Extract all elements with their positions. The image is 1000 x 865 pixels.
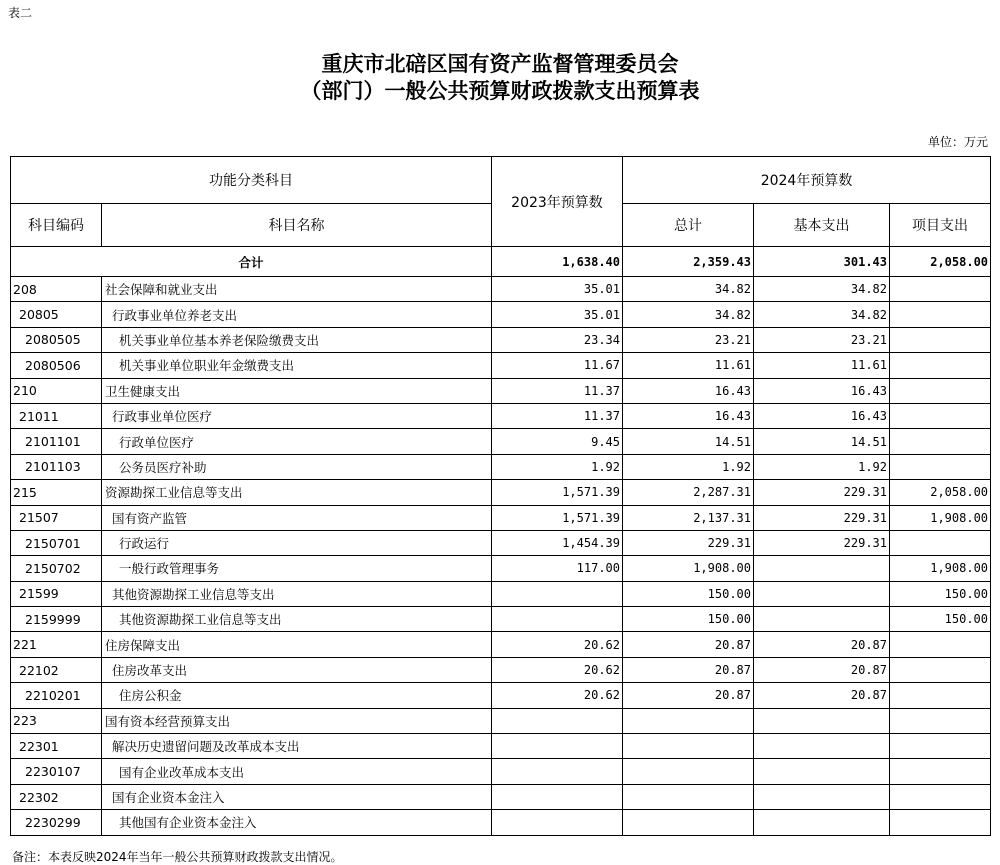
- total-2023: 1,638.40: [492, 247, 623, 277]
- row-budget-2023: 11.37: [492, 403, 623, 428]
- row-budget-2024-total: 23.21: [623, 327, 754, 352]
- row-budget-2024-total: [623, 810, 754, 835]
- row-budget-2024-project: [890, 657, 991, 682]
- row-budget-2023: [492, 810, 623, 835]
- row-budget-2024-basic: [754, 784, 890, 809]
- row-budget-2024-total: 11.61: [623, 353, 754, 378]
- row-budget-2024-project: [890, 353, 991, 378]
- table-row: [11, 302, 991, 327]
- row-name: 国有企业改革成本支出: [102, 759, 492, 784]
- row-budget-2024-basic: 20.87: [754, 683, 890, 708]
- table-row: [11, 530, 991, 555]
- row-budget-2024-project: [890, 784, 991, 809]
- row-budget-2024-total: 1,908.00: [623, 556, 754, 581]
- table-row: [11, 403, 991, 428]
- row-code: 22302: [11, 784, 102, 809]
- row-budget-2024-total: 2,137.31: [623, 505, 754, 530]
- row-code: 210: [11, 378, 102, 403]
- total-2024-total: 2,359.43: [623, 247, 754, 277]
- row-budget-2024-basic: 20.87: [754, 632, 890, 657]
- row-budget-2024-basic: 34.82: [754, 277, 890, 302]
- row-name: 住房公积金: [102, 683, 492, 708]
- row-budget-2023: [492, 607, 623, 632]
- table-number-label: 表二: [8, 6, 33, 20]
- row-budget-2024-basic: 14.51: [754, 429, 890, 454]
- table-row: [11, 454, 991, 479]
- row-budget-2024-basic: [754, 734, 890, 759]
- table-row: [11, 327, 991, 352]
- row-budget-2024-project: [890, 403, 991, 428]
- table-row: [11, 657, 991, 682]
- row-code: 215: [11, 480, 102, 505]
- row-code: 2080506: [11, 353, 102, 378]
- row-code: 2150702: [11, 556, 102, 581]
- row-name: 行政运行: [102, 530, 492, 555]
- row-code: 21599: [11, 581, 102, 606]
- row-code: 20805: [11, 302, 102, 327]
- row-budget-2023: 35.01: [492, 277, 623, 302]
- row-budget-2023: 1.92: [492, 454, 623, 479]
- header-budget-2024: 2024年预算数: [623, 157, 991, 204]
- row-budget-2024-basic: [754, 556, 890, 581]
- row-budget-2024-basic: 229.31: [754, 530, 890, 555]
- row-budget-2024-project: [890, 632, 991, 657]
- table-row: [11, 556, 991, 581]
- row-budget-2023: 11.67: [492, 353, 623, 378]
- row-budget-2024-project: 1,908.00: [890, 556, 991, 581]
- row-budget-2024-total: 150.00: [623, 607, 754, 632]
- row-budget-2023: 1,454.39: [492, 530, 623, 555]
- table-row: [11, 607, 991, 632]
- row-code: 22102: [11, 657, 102, 682]
- row-budget-2024-total: 1.92: [623, 454, 754, 479]
- row-budget-2024-project: [890, 429, 991, 454]
- row-name: 国有资本经营预算支出: [102, 708, 492, 733]
- row-budget-2023: 1,571.39: [492, 505, 623, 530]
- row-name: 其他国有企业资本金注入: [102, 810, 492, 835]
- row-budget-2024-total: 14.51: [623, 429, 754, 454]
- table-row: [11, 759, 991, 784]
- row-budget-2024-basic: [754, 581, 890, 606]
- row-name: 住房改革支出: [102, 657, 492, 682]
- table-row: [11, 632, 991, 657]
- row-code: 2159999: [11, 607, 102, 632]
- row-budget-2023: 20.62: [492, 632, 623, 657]
- row-budget-2024-total: 20.87: [623, 683, 754, 708]
- table-row: [11, 734, 991, 759]
- row-budget-2024-total: 34.82: [623, 302, 754, 327]
- row-budget-2024-basic: 229.31: [754, 505, 890, 530]
- header-code: 科目编码: [11, 204, 102, 247]
- table-row: [11, 683, 991, 708]
- row-budget-2024-project: 150.00: [890, 581, 991, 606]
- row-budget-2023: 1,571.39: [492, 480, 623, 505]
- row-budget-2024-total: 2,287.31: [623, 480, 754, 505]
- row-name: 公务员医疗补助: [102, 454, 492, 479]
- row-name: 国有资产监管: [102, 505, 492, 530]
- row-code: 21011: [11, 403, 102, 428]
- header-name: 科目名称: [102, 204, 492, 247]
- row-code: 2080505: [11, 327, 102, 352]
- row-budget-2023: 11.37: [492, 378, 623, 403]
- row-name: 其他资源勘探工业信息等支出: [102, 581, 492, 606]
- row-budget-2024-total: [623, 734, 754, 759]
- row-name: 机关事业单位基本养老保险缴费支出: [102, 327, 492, 352]
- table-row: [11, 810, 991, 835]
- row-name: 行政事业单位医疗: [102, 403, 492, 428]
- row-budget-2024-project: [890, 277, 991, 302]
- row-code: 2230299: [11, 810, 102, 835]
- row-name: 其他资源勘探工业信息等支出: [102, 607, 492, 632]
- row-budget-2024-project: [890, 454, 991, 479]
- table-row: [11, 480, 991, 505]
- header-basic: 基本支出: [754, 204, 890, 247]
- row-budget-2023: [492, 759, 623, 784]
- row-name: 机关事业单位职业年金缴费支出: [102, 353, 492, 378]
- table-row: [11, 581, 991, 606]
- row-budget-2024-project: [890, 810, 991, 835]
- row-budget-2024-total: 20.87: [623, 632, 754, 657]
- row-budget-2024-project: [890, 759, 991, 784]
- page-title: 重庆市北碚区国有资产监督管理委员会: [321, 51, 679, 76]
- row-name: 解决历史遗留问题及改革成本支出: [102, 734, 492, 759]
- row-budget-2024-total: 34.82: [623, 277, 754, 302]
- row-budget-2024-project: [890, 530, 991, 555]
- row-code: 221: [11, 632, 102, 657]
- row-code: 2150701: [11, 530, 102, 555]
- header-budget-2023: 2023年预算数: [492, 157, 623, 247]
- row-name: 卫生健康支出: [102, 378, 492, 403]
- row-name: 国有企业资本金注入: [102, 784, 492, 809]
- row-code: 2210201: [11, 683, 102, 708]
- row-code: 2230107: [11, 759, 102, 784]
- row-code: 2101103: [11, 454, 102, 479]
- row-budget-2024-basic: 229.31: [754, 480, 890, 505]
- row-name: 社会保障和就业支出: [102, 277, 492, 302]
- row-budget-2024-project: [890, 378, 991, 403]
- row-budget-2024-total: 229.31: [623, 530, 754, 555]
- table-row: [11, 353, 991, 378]
- row-budget-2023: [492, 581, 623, 606]
- header-total: 总计: [623, 204, 754, 247]
- table-row: [11, 708, 991, 733]
- row-budget-2024-basic: [754, 810, 890, 835]
- row-budget-2024-basic: 11.61: [754, 353, 890, 378]
- row-name: 资源勘探工业信息等支出: [102, 480, 492, 505]
- header-row-1: [11, 157, 991, 204]
- row-budget-2024-basic: 20.87: [754, 657, 890, 682]
- header-project: 项目支出: [890, 204, 991, 247]
- row-budget-2023: [492, 708, 623, 733]
- row-budget-2024-project: [890, 683, 991, 708]
- row-code: 223: [11, 708, 102, 733]
- row-budget-2023: 20.62: [492, 683, 623, 708]
- row-budget-2024-project: [890, 327, 991, 352]
- table-row: [11, 784, 991, 809]
- row-code: 208: [11, 277, 102, 302]
- row-budget-2024-basic: [754, 607, 890, 632]
- footnote: 备注：本表反映2024年当年一般公共预算财政拨款支出情况。: [12, 850, 343, 864]
- table-row: [11, 378, 991, 403]
- table-row: [11, 429, 991, 454]
- row-budget-2024-total: [623, 759, 754, 784]
- row-code: 22301: [11, 734, 102, 759]
- row-budget-2023: 23.34: [492, 327, 623, 352]
- row-budget-2024-project: 150.00: [890, 607, 991, 632]
- row-name: 行政单位医疗: [102, 429, 492, 454]
- row-budget-2024-basic: 16.43: [754, 378, 890, 403]
- row-name: 住房保障支出: [102, 632, 492, 657]
- row-budget-2024-total: 150.00: [623, 581, 754, 606]
- row-budget-2023: 9.45: [492, 429, 623, 454]
- row-code: 2101101: [11, 429, 102, 454]
- row-budget-2024-basic: 34.82: [754, 302, 890, 327]
- row-name: 一般行政管理事务: [102, 556, 492, 581]
- total-2024-basic: 301.43: [754, 247, 890, 277]
- row-budget-2024-project: [890, 734, 991, 759]
- row-budget-2024-total: 16.43: [623, 378, 754, 403]
- row-budget-2024-basic: 23.21: [754, 327, 890, 352]
- row-budget-2024-project: [890, 302, 991, 327]
- row-budget-2024-total: [623, 708, 754, 733]
- row-budget-2023: 35.01: [492, 302, 623, 327]
- row-budget-2024-total: 20.87: [623, 657, 754, 682]
- unit-label: 单位：万元: [927, 135, 988, 149]
- header-functional-category: 功能分类科目: [11, 157, 492, 204]
- total-row: [11, 247, 991, 277]
- row-budget-2023: 20.62: [492, 657, 623, 682]
- row-budget-2024-basic: 16.43: [754, 403, 890, 428]
- row-name: 行政事业单位养老支出: [102, 302, 492, 327]
- total-label: 合计: [11, 247, 492, 277]
- table-row: [11, 505, 991, 530]
- row-budget-2024-basic: 1.92: [754, 454, 890, 479]
- row-budget-2024-total: [623, 784, 754, 809]
- budget-table: [10, 156, 991, 836]
- table-row: [11, 277, 991, 302]
- row-budget-2024-total: 16.43: [623, 403, 754, 428]
- row-budget-2023: [492, 734, 623, 759]
- page-subtitle: （部门）一般公共预算财政拨款支出预算表: [300, 78, 700, 103]
- row-code: 21507: [11, 505, 102, 530]
- row-budget-2024-project: 2,058.00: [890, 480, 991, 505]
- row-budget-2024-project: [890, 708, 991, 733]
- row-budget-2023: 117.00: [492, 556, 623, 581]
- total-2024-project: 2,058.00: [890, 247, 991, 277]
- row-budget-2024-basic: [754, 759, 890, 784]
- row-budget-2024-basic: [754, 708, 890, 733]
- row-budget-2024-project: 1,908.00: [890, 505, 991, 530]
- row-budget-2023: [492, 784, 623, 809]
